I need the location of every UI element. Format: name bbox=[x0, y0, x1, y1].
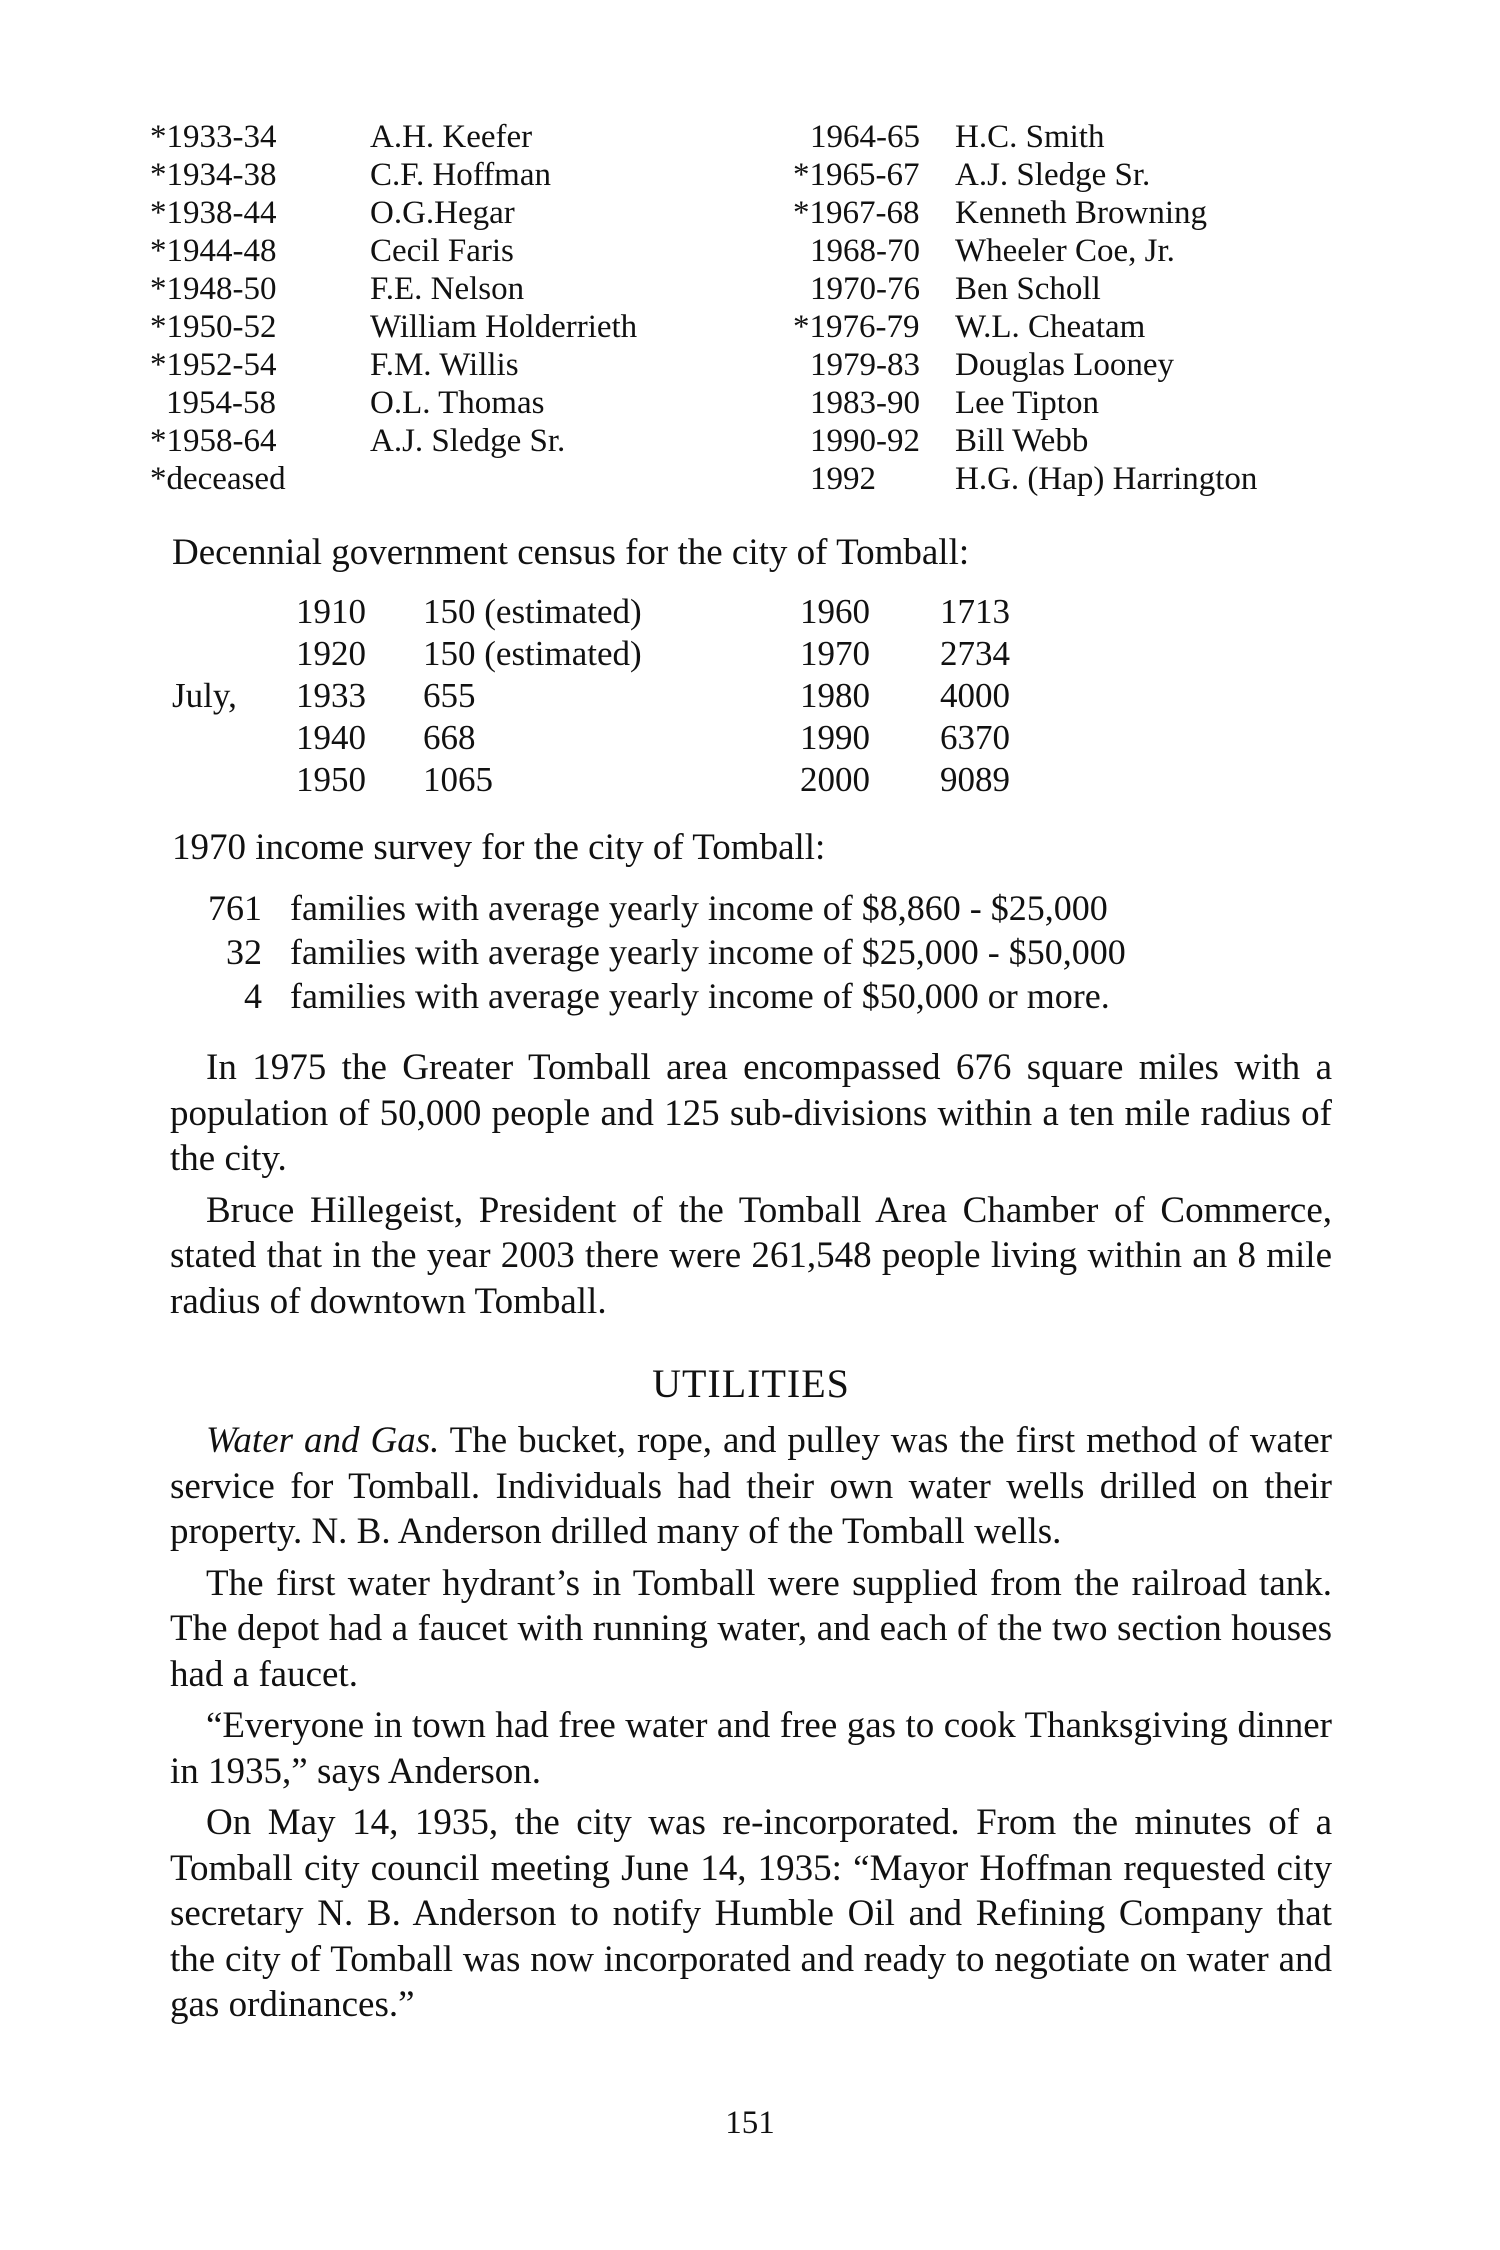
mayor-term: *1965-67 bbox=[793, 157, 920, 193]
census-row bbox=[0, 633, 1500, 675]
census-population: 4000 bbox=[940, 676, 1010, 715]
mayor-term: *1934-38 bbox=[150, 157, 277, 193]
mayor-name: Ben Scholl bbox=[955, 271, 1101, 307]
income-row bbox=[0, 974, 1500, 1018]
footnote-text: *deceased bbox=[150, 461, 286, 497]
census-year: 1940 bbox=[296, 718, 366, 757]
mayor-name: Lee Tipton bbox=[955, 385, 1099, 421]
mayor-term: *1976-79 bbox=[793, 309, 920, 345]
census-year: 1950 bbox=[296, 760, 366, 799]
mayor-name: Wheeler Coe, Jr. bbox=[955, 233, 1175, 269]
mayor-term: 1979-83 bbox=[810, 347, 920, 383]
mayor-name: H.G. (Hap) Harrington bbox=[955, 461, 1258, 497]
mayor-term: 1968-70 bbox=[810, 233, 920, 269]
mayor-name: W.L. Cheatam bbox=[955, 309, 1146, 345]
mayor-term: 1954-58 bbox=[166, 385, 276, 421]
mayor-term: 1970-76 bbox=[810, 271, 920, 307]
census-population: 150 (estimated) bbox=[423, 634, 642, 673]
income-row bbox=[0, 930, 1500, 974]
mayor-name: A.J. Sledge Sr. bbox=[955, 157, 1151, 193]
paragraph-quote-anderson: “Everyone in town had free water and free gas to cook Thanksgiving dinner in 1935,” says Anderson. bbox=[170, 1705, 1332, 1792]
mayor-name: Cecil Faris bbox=[370, 233, 514, 269]
mayor-name: Kenneth Browning bbox=[955, 195, 1208, 231]
paragraph-area-1975: In 1975 the Greater Tomball area encompassed 676 square miles with a population of 50,000 people and 125 sub-divisions within a ten mile radius of the city. bbox=[170, 1047, 1332, 1179]
census-year: 1910 bbox=[296, 592, 366, 631]
income-description: families with average yearly income of $50,000 or more. bbox=[290, 976, 1110, 1016]
paragraph-water-gas bbox=[170, 1418, 1332, 1555]
mayor-name: William Holderrieth bbox=[370, 309, 638, 345]
family-count: 4 bbox=[244, 976, 262, 1016]
census-year: 1920 bbox=[296, 634, 366, 673]
mayor-name: A.H. Keefer bbox=[370, 119, 533, 155]
income-intro: 1970 income survey for the city of Tomball: bbox=[172, 827, 826, 868]
census-year: 1980 bbox=[800, 676, 870, 715]
mayor-term: 1990-92 bbox=[810, 423, 920, 459]
paragraph-hillegeist: Bruce Hillegeist, President of the Tomball Area Chamber of Commerce, stated that in the year 2003 there were 261,548 people living within an 8 mile radius of downtown Tomball. bbox=[170, 1189, 1332, 1322]
mayor-term: *1952-54 bbox=[150, 347, 277, 383]
census-row bbox=[0, 591, 1500, 633]
utilities-section bbox=[170, 1418, 1332, 2028]
census-year: 2000 bbox=[800, 760, 870, 799]
mayor-term: *1958-64 bbox=[150, 423, 277, 459]
mayor-term: 1964-65 bbox=[810, 119, 920, 155]
area-paragraphs bbox=[170, 1045, 1332, 1324]
census-row bbox=[0, 759, 1500, 801]
family-count: 32 bbox=[226, 932, 262, 972]
census-intro: Decennial government census for the city of Tomball: bbox=[172, 532, 970, 573]
mayor-term: *1950-52 bbox=[150, 309, 277, 345]
family-count: 761 bbox=[208, 888, 262, 928]
paragraph-reincorporation: On May 14, 1935, the city was re-incorporated. From the minutes of a Tomball city council meeting June 14, 1935: “Mayor Hoffman requested city secretary N. B. Anderson to notify Humble Oil and Refining Company that the city of Tomball was now incorporated and ready to negotiate on water and gas ordinances.” bbox=[170, 1802, 1332, 2025]
census-population: 1713 bbox=[940, 592, 1010, 631]
census-population: 9089 bbox=[940, 760, 1010, 799]
mayor-term: *1967-68 bbox=[793, 195, 920, 231]
census-year: 1933 bbox=[296, 676, 366, 715]
census-row bbox=[0, 717, 1500, 759]
mayor-name: F.M. Willis bbox=[370, 347, 519, 383]
utilities-heading: UTILITIES bbox=[652, 1361, 850, 1406]
census-year: 1960 bbox=[800, 592, 870, 631]
mayor-name: F.E. Nelson bbox=[370, 271, 525, 307]
census-population: 668 bbox=[423, 718, 476, 757]
census-population: 150 (estimated) bbox=[423, 592, 642, 631]
census-row bbox=[0, 675, 1500, 717]
paragraph-water-gas-text: The bucket, rope, and pulley was the first method of water service for Tomball. Individuals had their own water wells drilled on their property. N. B. Anderson drilled many of the Tomball wells. bbox=[170, 1420, 1332, 1552]
census-population: 2734 bbox=[940, 634, 1010, 673]
income-description: families with average yearly income of $25,000 - $50,000 bbox=[290, 932, 1126, 972]
mayor-term: 1983-90 bbox=[810, 385, 920, 421]
runin-heading: Water and Gas. bbox=[206, 1420, 440, 1461]
mayor-term: *1944-48 bbox=[150, 233, 277, 269]
census-population: 1065 bbox=[423, 760, 493, 799]
mayor-term: *1933-34 bbox=[150, 119, 277, 155]
mayor-name: A.J. Sledge Sr. bbox=[370, 423, 566, 459]
mayor-term: *1938-44 bbox=[150, 195, 277, 231]
census-year: 1990 bbox=[800, 718, 870, 757]
mayor-name: H.C. Smith bbox=[955, 119, 1105, 155]
page-number: 151 bbox=[725, 2105, 775, 2141]
mayor-name: Douglas Looney bbox=[955, 347, 1175, 383]
census-year: 1970 bbox=[800, 634, 870, 673]
census-population: 6370 bbox=[940, 718, 1010, 757]
mayor-name: C.F. Hoffman bbox=[370, 157, 552, 193]
mayor-name: O.L. Thomas bbox=[370, 385, 545, 421]
paragraph-hydrants: The first water hydrant’s in Tomball were supplied from the railroad tank. The depot had a faucet with running water, and each of the two section houses had a faucet. bbox=[170, 1562, 1332, 1695]
census-population: 655 bbox=[423, 676, 476, 715]
income-description: families with average yearly income of $8,860 - $25,000 bbox=[290, 888, 1108, 928]
census-july-label: July, bbox=[172, 676, 237, 715]
income-row bbox=[0, 886, 1500, 930]
mayor-term: *1948-50 bbox=[150, 271, 277, 307]
mayor-term: 1992 bbox=[810, 461, 876, 497]
mayor-name: Bill Webb bbox=[955, 423, 1089, 459]
mayor-name: O.G.Hegar bbox=[370, 195, 515, 231]
